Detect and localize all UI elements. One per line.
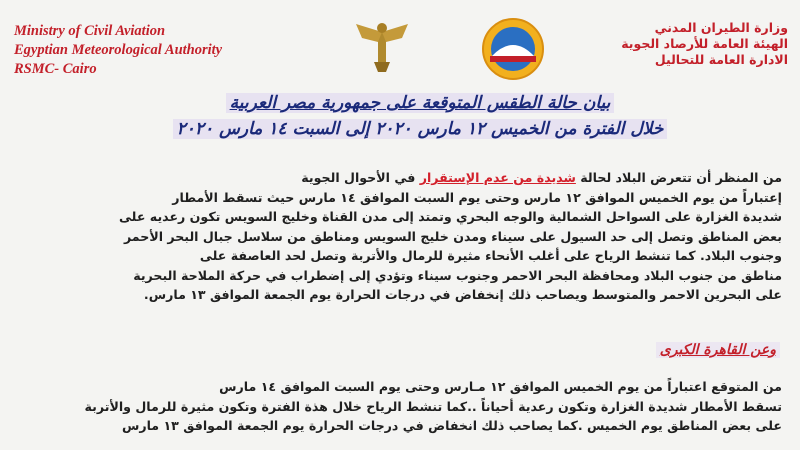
paragraph-line: مناطق من جنوب البلاد ومحافظة البحر الاحمر وجنوب سيناء وتؤدي إلى إضطراب في حركة الملاحة البحرية bbox=[133, 267, 782, 283]
cairo-forecast-paragraph bbox=[40, 377, 782, 436]
bulletin-title bbox=[120, 90, 720, 152]
paragraph-line: إعتباراً من يوم الخميس الموافق ١٢ مارس وحتى يوم السبت الموافق ١٤ مارس حيث تسقط الأمطار bbox=[172, 189, 782, 205]
paragraph-line: بعض المناطق وتصل إلى حد السيول على سيناء ومدن خليج السويس ومناطق من سلاسل جبال البحر الأحمر bbox=[123, 228, 782, 244]
department-name-ar: الادارة العامة للتحاليل bbox=[654, 52, 788, 67]
paragraph-line: من المتوقع اعتباراً من يوم الخميس الموافق ١٢ مـارس وحتى يوم السبت الموافق ١٤ مارس bbox=[219, 379, 782, 394]
paragraph-line: شديدة الغزارة على السواحل الشمالية والوجه البحري وتمتد إلى مدن القناة وخليج السويس تكون رعديه على bbox=[118, 209, 782, 224]
arabic-letterhead bbox=[568, 20, 788, 68]
authority-name-en: Egyptian Meteorological Authority bbox=[14, 42, 223, 58]
ministry-name-en: Ministry of Civil Aviation bbox=[14, 23, 166, 39]
paragraph-line: على البحرين الاحمر والمتوسط ويصاحب ذلك إنخفاض في درجات الحرارة يوم الجمعة الموافق ١٣ مارس. bbox=[143, 287, 782, 302]
greater-cairo-heading: وعن القاهرة الكبرى bbox=[656, 342, 780, 358]
title-line-1: بيان حالة الطقس المتوقعة على جمهورية مصر العربية bbox=[120, 90, 720, 116]
meteorological-authority-logo-icon bbox=[478, 16, 548, 82]
ministry-name-ar: وزارة الطيران المدني bbox=[654, 20, 788, 35]
eagle-emblem-icon bbox=[352, 18, 412, 76]
english-letterhead bbox=[14, 22, 314, 79]
paragraph-line: وجنوب البلاد. كما تنشط الرياح على أغلب الأنحاء مثيرة للرمال والأتربة وتصل لحد العاصفة على bbox=[199, 248, 782, 263]
paragraph-line: تسقط الأمطار شديدة الغزارة وتكون رعدية أحياناً ..كما تنشط الرياح خلال هذة الفترة وتكون مثيرة للرمال والأتربة bbox=[84, 398, 782, 414]
general-forecast-paragraph bbox=[30, 168, 782, 305]
authority-name-ar: الهيئة العامة للأرصاد الجوية bbox=[621, 36, 788, 51]
center-name-en: RSMC- Cairo bbox=[14, 61, 97, 77]
instability-highlight: شديدة من عدم الإستقرار bbox=[419, 170, 576, 185]
paragraph-line: على بعض المناطق يوم الخميس .كما يصاحب ذلك انخفاض في درجات الحرارة يوم الجمعة الموافق ١٣ مارس bbox=[121, 418, 782, 433]
title-line-2: خلال الفترة من الخميس ١٢ مارس ٢٠٢٠ إلى السبت ١٤ مارس ٢٠٢٠ bbox=[120, 116, 720, 142]
paragraph-lead-line: من المنظر أن تتعرض البلاد لحالة شديدة من عدم الإستقرار في الأحوال الجوية bbox=[301, 170, 782, 185]
